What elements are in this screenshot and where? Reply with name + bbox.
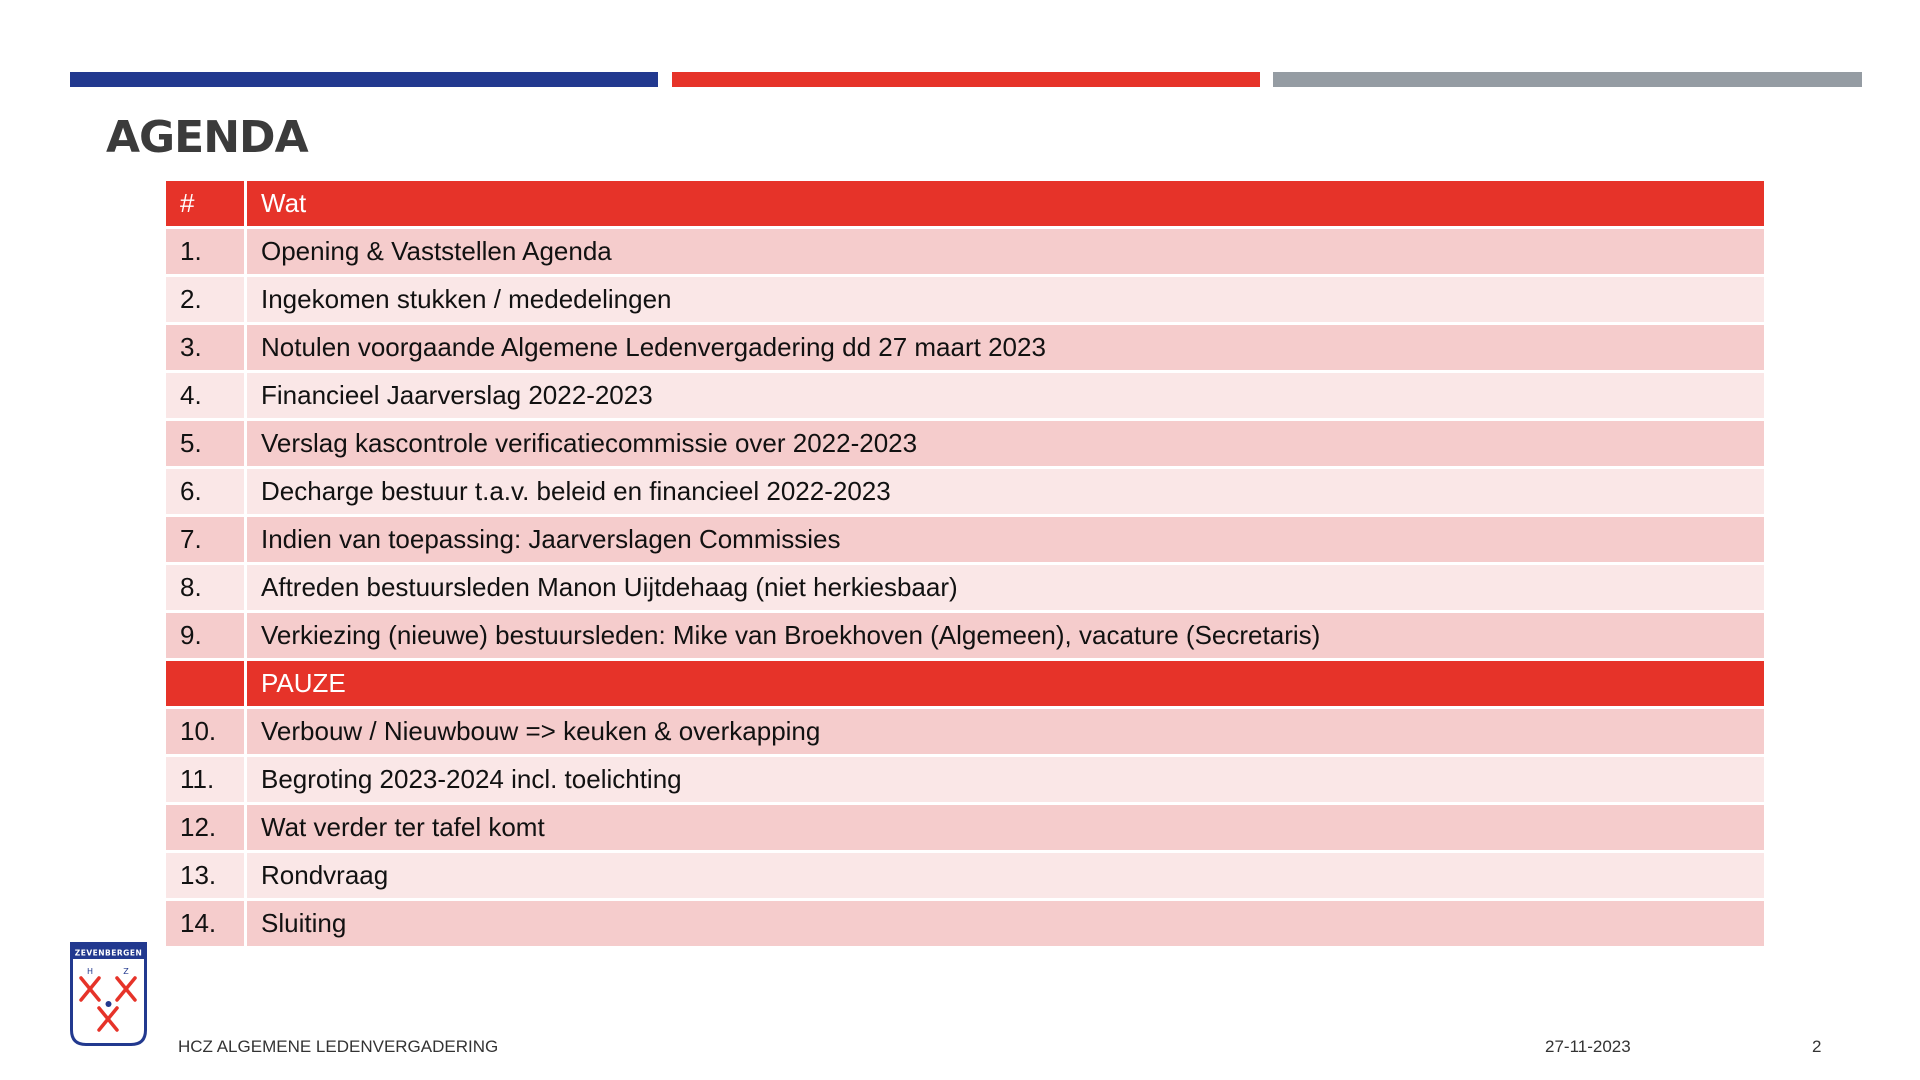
table-row-pause bbox=[166, 661, 1764, 706]
row-num: 1. bbox=[166, 229, 244, 274]
table-row bbox=[166, 709, 1764, 754]
table-row bbox=[166, 565, 1764, 610]
row-num bbox=[166, 661, 244, 706]
row-num: 6. bbox=[166, 469, 244, 514]
table-row bbox=[166, 277, 1764, 322]
table-row bbox=[166, 469, 1764, 514]
row-what: Wat verder ter tafel komt bbox=[247, 805, 1764, 850]
table-row bbox=[166, 757, 1764, 802]
row-num: 9. bbox=[166, 613, 244, 658]
row-num: 14. bbox=[166, 901, 244, 946]
footer-title: HCZ ALGEMENE LEDENVERGADERING bbox=[178, 1037, 499, 1056]
table-row bbox=[166, 517, 1764, 562]
logo-letter-h: H bbox=[86, 967, 94, 976]
row-num: 12. bbox=[166, 805, 244, 850]
logo-text: ZEVENBERGEN bbox=[74, 948, 143, 958]
row-what: Notulen voorgaande Algemene Ledenvergadering dd 27 maart 2023 bbox=[247, 325, 1764, 370]
row-what: Sluiting bbox=[247, 901, 1764, 946]
table-header-row bbox=[166, 181, 1764, 226]
table-row bbox=[166, 373, 1764, 418]
row-what: Aftreden bestuursleden Manon Uijtdehaag (niet herkiesbaar) bbox=[247, 565, 1764, 610]
table-row bbox=[166, 229, 1764, 274]
header-what: Wat bbox=[247, 181, 1764, 226]
page-number: 2 bbox=[1812, 1037, 1822, 1056]
row-what: Decharge bestuur t.a.v. beleid en financieel 2022-2023 bbox=[247, 469, 1764, 514]
logo-letter-z: Z bbox=[123, 967, 129, 976]
row-num: 10. bbox=[166, 709, 244, 754]
row-what: Verbouw / Nieuwbouw => keuken & overkapping bbox=[247, 709, 1764, 754]
row-what: Begroting 2023-2024 incl. toelichting bbox=[247, 757, 1764, 802]
row-num: 3. bbox=[166, 325, 244, 370]
agenda-table bbox=[166, 181, 1764, 946]
table-row bbox=[166, 613, 1764, 658]
row-num: 5. bbox=[166, 421, 244, 466]
row-what: Verkiezing (nieuwe) bestuursleden: Mike van Broekhoven (Algemeen), vacature (Secretaris) bbox=[247, 613, 1764, 658]
table-row bbox=[166, 325, 1764, 370]
row-what-pause: PAUZE bbox=[247, 661, 1764, 706]
page-title: AGENDA bbox=[106, 112, 308, 163]
club-logo bbox=[70, 942, 147, 1046]
row-what: Rondvraag bbox=[247, 853, 1764, 898]
row-num: 2. bbox=[166, 277, 244, 322]
row-what: Opening & Vaststellen Agenda bbox=[247, 229, 1764, 274]
table-row bbox=[166, 901, 1764, 946]
table-row bbox=[166, 805, 1764, 850]
footer-date: 27-11-2023 bbox=[1545, 1037, 1631, 1056]
row-what: Financieel Jaarverslag 2022-2023 bbox=[247, 373, 1764, 418]
row-what: Indien van toepassing: Jaarverslagen Commissies bbox=[247, 517, 1764, 562]
logo-ball bbox=[106, 1001, 112, 1007]
row-num: 7. bbox=[166, 517, 244, 562]
top-bar-blue bbox=[70, 72, 658, 87]
table-row bbox=[166, 853, 1764, 898]
row-num: 13. bbox=[166, 853, 244, 898]
top-bar-red bbox=[672, 72, 1260, 87]
row-num: 4. bbox=[166, 373, 244, 418]
table-row bbox=[166, 421, 1764, 466]
row-num: 8. bbox=[166, 565, 244, 610]
row-what: Ingekomen stukken / mededelingen bbox=[247, 277, 1764, 322]
top-bar-grey bbox=[1273, 72, 1862, 87]
header-num: # bbox=[166, 181, 244, 226]
row-num: 11. bbox=[166, 757, 244, 802]
row-what: Verslag kascontrole verificatiecommissie over 2022-2023 bbox=[247, 421, 1764, 466]
